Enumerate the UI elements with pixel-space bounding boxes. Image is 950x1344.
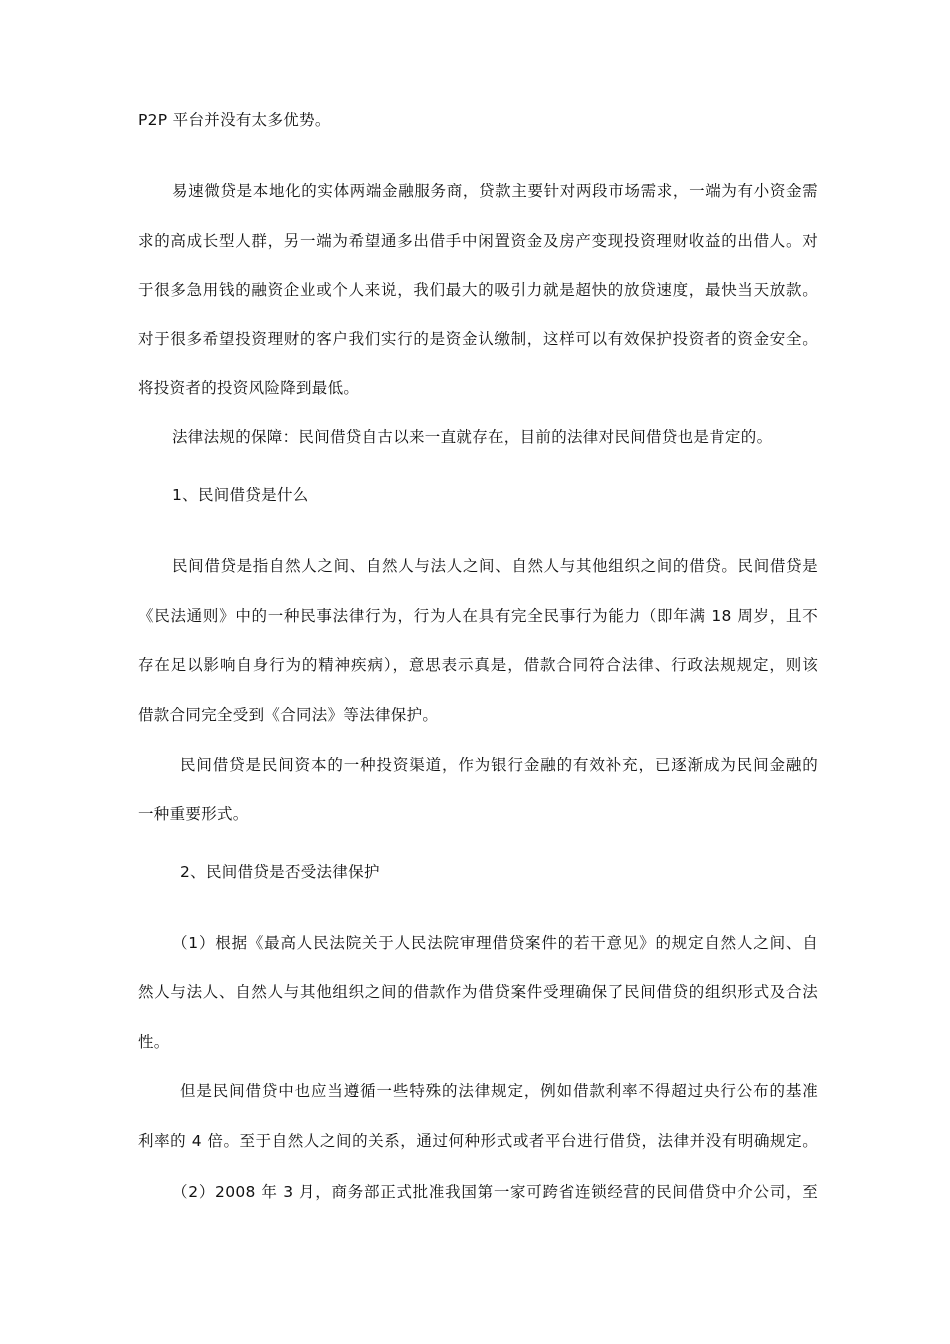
section-heading: 1、民间借贷是什么 [172,486,309,504]
paragraph-line: 易速微贷是本地化的实体两端金融服务商，贷款主要针对两段市场需求，一端为有小资金需 [172,182,818,200]
paragraph-line: 法律法规的保障：民间借贷自古以来一直就存在，目前的法律对民间借贷也是肯定的。 [172,428,773,446]
paragraph-line: 将投资者的投资风险降到最低。 [138,379,360,397]
section-heading: 2、民间借贷是否受法律保护 [180,863,380,881]
paragraph-line: 存在足以影响自身行为的精神疾病），意思表示真是，借款合同符合法律、行政法规规定，则该 [138,656,818,674]
paragraph-line: 求的高成长型人群，另一端为希望通多出借手中闲置资金及房产变现投资理财收益的出借人。对 [138,232,818,250]
paragraph-line: 于很多急用钱的融资企业或个人来说，我们最大的吸引力就是超快的放贷速度，最快当天放款。 [138,281,818,299]
paragraph-line: 借款合同完全受到《合同法》等法律保护。 [138,706,439,724]
paragraph-line: 性。 [138,1033,170,1051]
paragraph-line: 民间借贷是民间资本的一种投资渠道，作为银行金融的有效补充，已逐渐成为民间金融的 [180,756,818,774]
paragraph-line: （2）2008 年 3 月，商务部正式批准我国第一家可跨省连锁经营的民间借贷中介公司，至 [172,1183,818,1201]
paragraph-line: 对于很多希望投资理财的客户我们实行的是资金认缴制，这样可以有效保护投资者的资金安全。 [138,330,818,348]
paragraph-line: （1）根据《最高人民法院关于人民法院审理借贷案件的若干意见》的规定自然人之间、自 [172,934,818,952]
paragraph-line: 利率的 4 倍。至于自然人之间的关系，通过何种形式或者平台进行借贷，法律并没有明确规定。 [138,1132,818,1150]
paragraph-line: 民间借贷是指自然人之间、自然人与法人之间、自然人与其他组织之间的借贷。民间借贷是 [172,557,818,575]
paragraph-line: 然人与法人、自然人与其他组织之间的借款作为借贷案件受理确保了民间借贷的组织形式及合法 [138,983,818,1001]
paragraph-line: 《民法通则》中的一种民事法律行为，行为人在具有完全民事行为能力（即年满 18 周岁，且不 [138,607,818,625]
paragraph-line: P2P 平台并没有太多优势。 [138,111,331,129]
paragraph-line: 但是民间借贷中也应当遵循一些特殊的法律规定，例如借款利率不得超过央行公布的基准 [180,1082,818,1100]
paragraph-line: 一种重要形式。 [138,805,249,823]
